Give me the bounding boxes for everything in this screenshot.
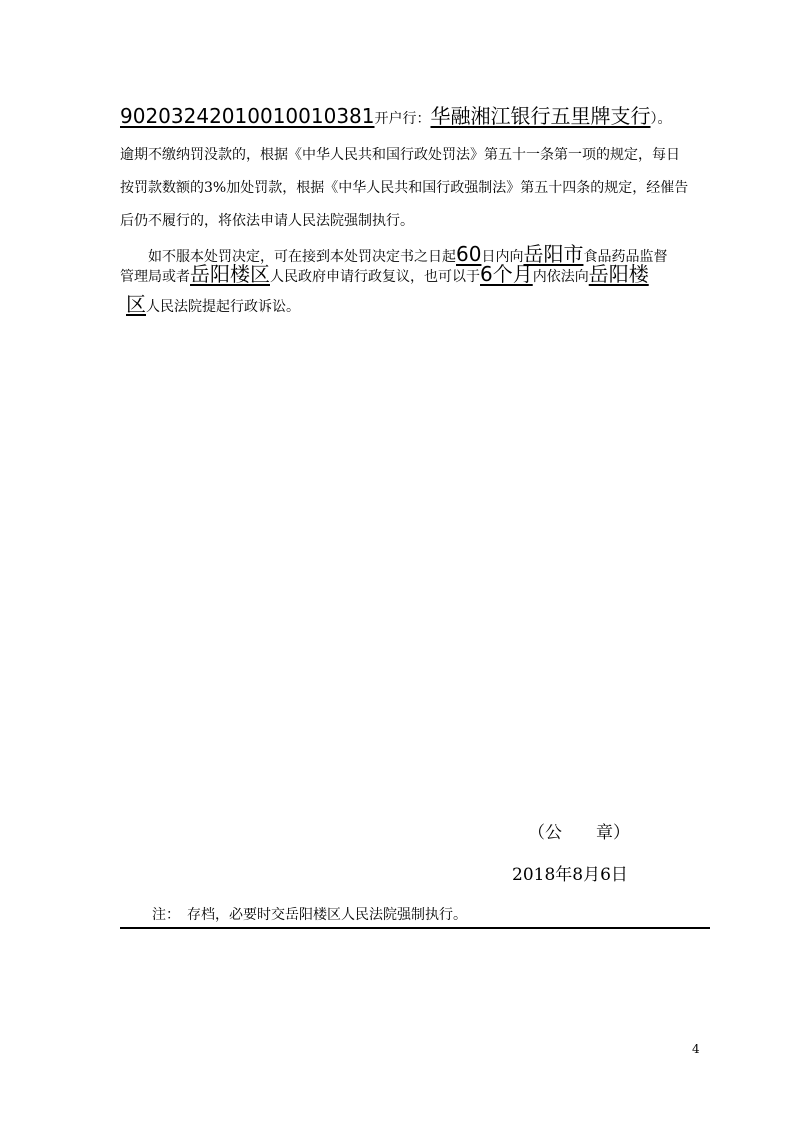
appeal-text: 管理局或者: [120, 269, 190, 285]
appeal-text: 人民法院提起行政诉讼。: [146, 299, 300, 315]
account-number: 90203242010010010381: [120, 104, 375, 128]
appeal-text: 食品药品监督: [583, 249, 668, 265]
divider-line: [120, 927, 710, 929]
overdue-text-line-2: 按罚款数额的3%加处罚款，根据《中华人民共和国行政强制法》第五十四条的规定，经催告: [120, 180, 689, 196]
appeal-text: 内依法向: [532, 269, 589, 285]
appeal-court-part-b: 区: [126, 292, 146, 316]
appeal-line-2: [120, 258, 649, 287]
appeal-city: 岳阳市: [523, 242, 584, 266]
appeal-district: 岳阳楼区: [190, 262, 270, 286]
appeal-line-3: [126, 288, 300, 317]
appeal-text: 日内向: [481, 249, 524, 265]
appeal-days: 60: [456, 242, 482, 266]
closing-punct: ）。: [650, 111, 672, 127]
overdue-text-line-1: 逾期不缴纳罚没款的，根据《中华人民共和国行政处罚法》第五十一条第一项的规定，每日: [120, 147, 680, 163]
account-line: [120, 100, 672, 129]
page-number: 4: [692, 1042, 700, 1056]
appeal-court-part-a: 岳阳楼: [588, 262, 649, 286]
overdue-text-line-3: 后仍不履行的，将依法申请人民法院强制执行。: [120, 213, 414, 229]
bank-label: 开户行：: [374, 111, 431, 127]
bank-name: 华融湘江银行五里牌支行: [430, 104, 651, 128]
appeal-text: 如不服本处罚决定，可在接到本处罚决定书之日起: [148, 249, 456, 265]
filing-note: 注： 存档，必要时交岳阳楼区人民法院强制执行。: [152, 907, 467, 923]
appeal-text: 人民政府申请行政复议，也可以于: [270, 269, 480, 285]
issue-date: 2018年8月6日: [512, 865, 628, 885]
official-seal-label: （公 章）: [528, 823, 630, 843]
appeal-months: 6个月: [480, 262, 533, 286]
